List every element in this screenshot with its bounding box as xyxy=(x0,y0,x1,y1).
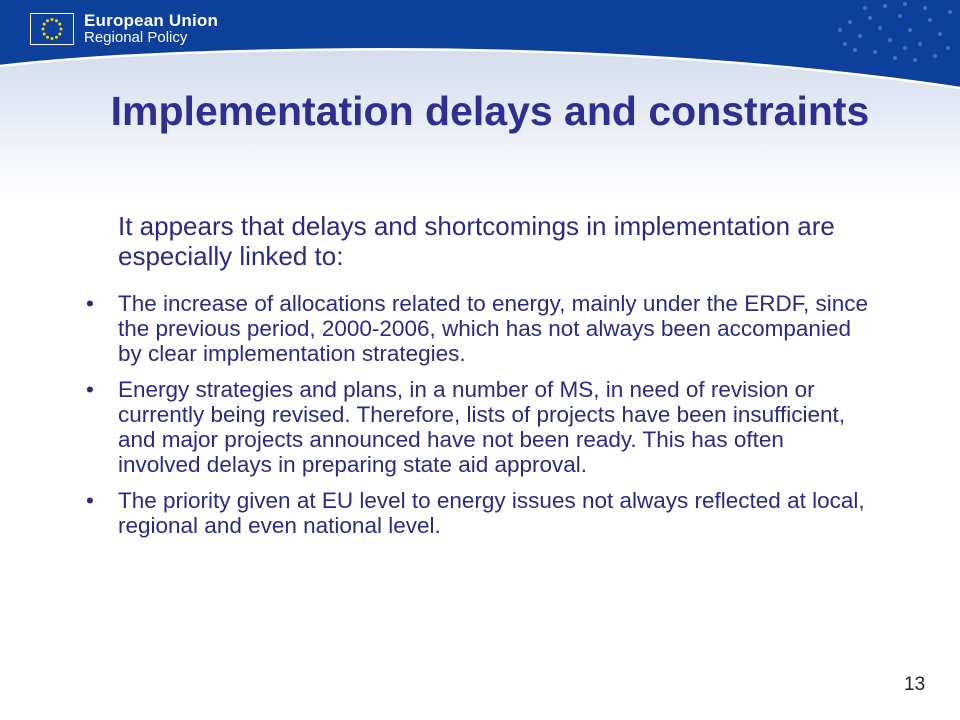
page-number: 13 xyxy=(904,674,926,695)
intro-text: It appears that delays and shortcomings in implementation are especially linked to: xyxy=(118,211,835,271)
bullet-marker: • xyxy=(86,488,94,514)
bullet-item xyxy=(82,489,872,539)
bullet-text: The increase of allocations related to energy, mainly under the ERDF, since the previous period, 2000-2006, which has not always been accompanied by clear implementation strategies. xyxy=(118,291,868,366)
slide-title: Implementation delays and constraints xyxy=(110,88,870,134)
brand-text xyxy=(84,12,218,46)
bullet-text: The priority given at EU level to energy issues not always reflected at local, regional and even national level. xyxy=(118,488,865,538)
brand-name: European Union xyxy=(84,11,219,30)
brand-subtitle: Regional Policy xyxy=(84,28,188,46)
bullet-item xyxy=(82,378,872,477)
bullet-item xyxy=(82,292,872,366)
eu-stars-icon xyxy=(31,14,73,44)
eu-flag-logo xyxy=(30,13,74,45)
bullet-marker: • xyxy=(86,291,94,316)
bullet-list xyxy=(82,292,872,551)
bullet-text: Energy strategies and plans, in a number of MS, in need of revision or currently being revised. Therefore, lists of projects have been insufficient, and major projects announced have not been ready. This has often involved delays in preparing state aid approval. xyxy=(118,377,846,477)
bullet-marker: • xyxy=(86,377,94,403)
